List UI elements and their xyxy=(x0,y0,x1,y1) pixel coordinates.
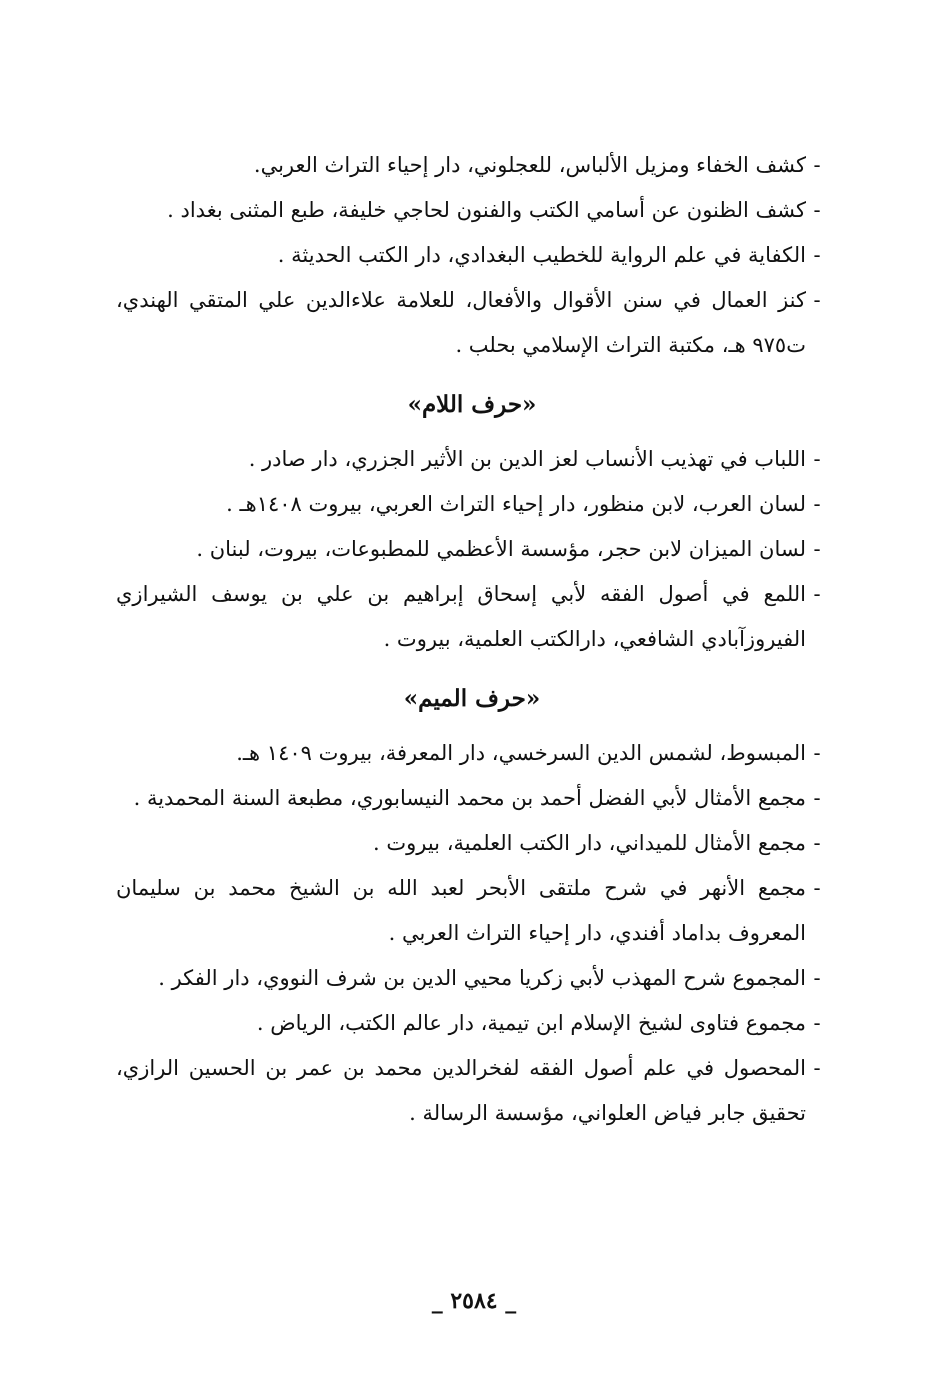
entry-text: المحصول في علم أصول الفقه لفخرالدين محمد بن عمر بن الحسين الرازي، تحقيق جابر فياض العلواني، مؤسسة الرسالة . xyxy=(116,1056,806,1125)
entry-dash: - xyxy=(813,1056,821,1080)
bibliography-entry xyxy=(116,1001,828,1046)
entry-dash: - xyxy=(813,966,821,990)
entry-dash: - xyxy=(813,876,821,900)
section-heading: «حرف اللام» xyxy=(407,391,537,418)
entry-text: مجمع الأمثال لأبي الفضل أحمد بن محمد النيسابوري، مطبعة السنة المحمدية . xyxy=(133,786,806,810)
entry-dash: - xyxy=(813,198,821,222)
section-lam xyxy=(116,382,828,662)
entry-dash: - xyxy=(813,741,821,765)
bibliography-entry xyxy=(116,188,828,233)
bibliography-entry xyxy=(116,956,828,1001)
entry-text: لسان الميزان لابن حجر، مؤسسة الأعظمي للمطبوعات، بيروت، لبنان . xyxy=(196,537,806,561)
entry-text: اللمع في أصول الفقه لأبي إسحاق إبراهيم بن علي بن يوسف الشيرازي الفيروزآبادي الشافعي، دارالكتب العلمية، بيروت . xyxy=(116,582,806,651)
bibliography-list xyxy=(116,143,828,1136)
entry-text: لسان العرب، لابن منظور، دار إحياء التراث العربي، بيروت ١٤٠٨هـ . xyxy=(226,492,806,516)
entry-dash: - xyxy=(813,1011,821,1035)
entry-text: كشف الخفاء ومزيل الألباس، للعجلوني، دار إحياء التراث العربي. xyxy=(253,153,806,177)
entry-text: مجمع الأنهر في شرح ملتقى الأبحر لعبد الله بن الشيخ محمد بن سليمان المعروف بداماد أفندي، دار إحياء التراث العربي . xyxy=(116,876,806,945)
entry-dash: - xyxy=(813,288,821,312)
section-kaf xyxy=(116,143,828,368)
entry-dash: - xyxy=(813,492,821,516)
entry-dash: - xyxy=(813,447,821,471)
bibliography-entry xyxy=(116,233,828,278)
entry-text: كشف الظنون عن أسامي الكتب والفنون لحاجي خليفة، طبع المثنى بغداد . xyxy=(167,198,806,222)
entry-text: الكفاية في علم الرواية للخطيب البغدادي، دار الكتب الحديثة . xyxy=(277,243,806,267)
page-number: _ ٢٥٨٤ _ xyxy=(431,1288,517,1314)
bibliography-entry xyxy=(116,776,828,821)
entry-text: المجموع شرح المهذب لأبي زكريا محيي الدين بن شرف النووي، دار الفكر . xyxy=(158,966,806,990)
bibliography-entry xyxy=(116,572,828,662)
bibliography-entry xyxy=(116,866,828,956)
bibliography-entry xyxy=(116,821,828,866)
entry-text: مجموع فتاوى لشيخ الإسلام ابن تيمية، دار عالم الكتب، الرياض . xyxy=(256,1011,806,1035)
bibliography-entry xyxy=(116,731,828,776)
entry-dash: - xyxy=(813,243,821,267)
bibliography-entry xyxy=(116,527,828,572)
section-heading: «حرف الميم» xyxy=(403,685,541,712)
entry-dash: - xyxy=(813,582,821,606)
bibliography-entry xyxy=(116,1046,828,1136)
bibliography-entry xyxy=(116,278,828,368)
entry-dash: - xyxy=(813,831,821,855)
bibliography-entry xyxy=(116,437,828,482)
entry-text: كنز العمال في سنن الأقوال والأفعال، للعلامة علاءالدين علي المتقي الهندي، ت٩٧٥ هـ، مكتبة التراث الإسلامي بحلب . xyxy=(116,288,806,357)
entry-dash: - xyxy=(813,537,821,561)
bibliography-entry xyxy=(116,143,828,188)
entry-text: اللباب في تهذيب الأنساب لعز الدين بن الأثير الجزري، دار صادر . xyxy=(248,447,806,471)
entry-text: مجمع الأمثال للميداني، دار الكتب العلمية، بيروت . xyxy=(372,831,806,855)
entry-dash: - xyxy=(813,786,821,810)
section-mim xyxy=(116,676,828,1136)
entry-text: المبسوط، لشمس الدين السرخسي، دار المعرفة، بيروت ١٤٠٩ هـ. xyxy=(236,741,806,765)
entry-dash: - xyxy=(813,153,821,177)
bibliography-entry xyxy=(116,482,828,527)
